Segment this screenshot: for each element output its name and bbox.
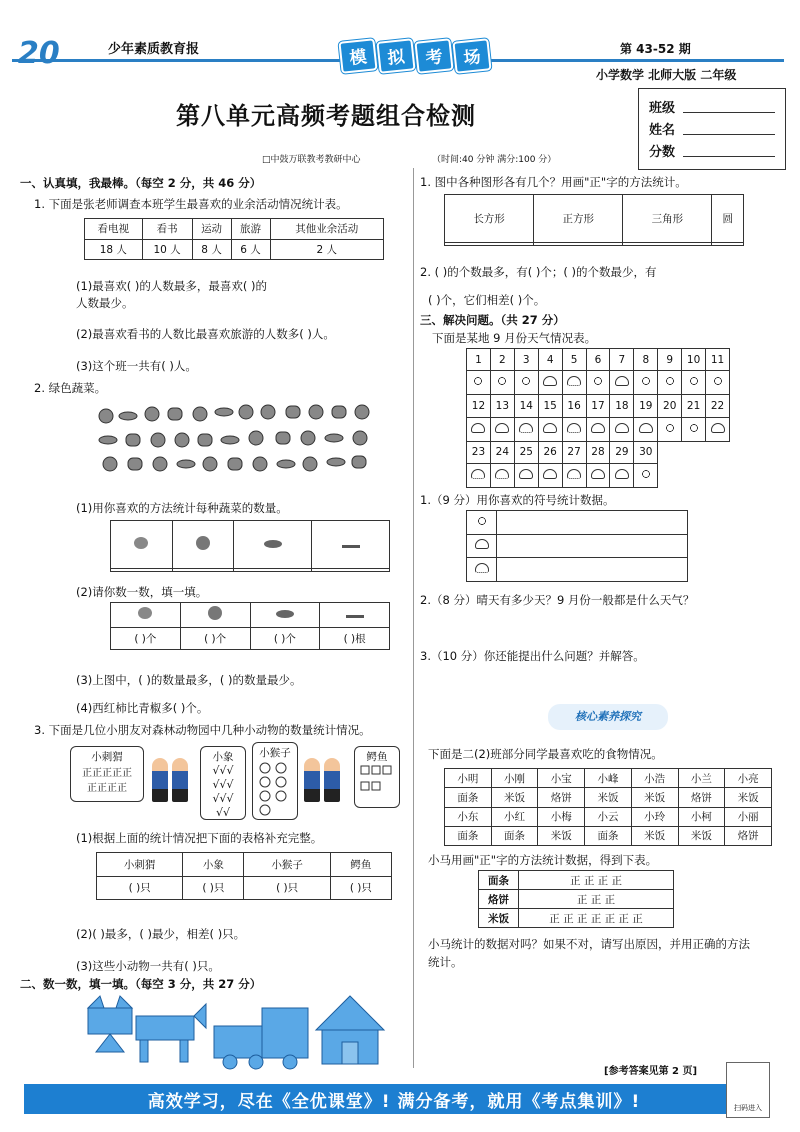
- shape-count-table: [444, 194, 744, 246]
- column-divider: [413, 168, 414, 1068]
- sec2-heading: 二、数一数，填一填。（每空 3 分，共 27 分）: [20, 977, 262, 991]
- sec3-q3: 3.（10 分）你还能提出什么问题？并解答。: [420, 649, 645, 663]
- cloudy-icon: [514, 463, 538, 487]
- rainy-icon: [562, 417, 586, 441]
- class-label: 班级: [649, 100, 676, 116]
- day-number: 2: [490, 349, 514, 371]
- table-header: 看书: [142, 219, 192, 240]
- cloudy-icon: [610, 417, 634, 441]
- rainy-icon: [467, 558, 497, 582]
- q3-part1: (1)根据上面的统计情况把下面的表格补充完整。: [76, 831, 323, 845]
- tag-title: 小刺猬: [91, 751, 123, 763]
- day-number: 11: [706, 349, 730, 371]
- banner-char: 考: [414, 38, 453, 74]
- food-cell: 米饭: [585, 788, 632, 807]
- food-cell: 小浩: [631, 769, 678, 788]
- day-number: 16: [562, 395, 586, 417]
- hedgehog-tag: [70, 746, 144, 802]
- food-cell: 米饭: [631, 826, 678, 845]
- day-number: 1: [467, 349, 491, 371]
- food-cell: 小玲: [631, 807, 678, 826]
- q2-part2: (2)请你数一数，填一填。: [76, 585, 208, 599]
- count-cell[interactable]: ( )个: [180, 627, 250, 649]
- food-tally-table: [478, 870, 674, 928]
- table-header: 正方形: [534, 195, 623, 243]
- day-number: 17: [586, 395, 610, 417]
- crocodile-tally-squares: [359, 764, 395, 800]
- crocodile-tag: [354, 746, 400, 808]
- food-cell: 米饭: [725, 788, 772, 807]
- food-cell: 小明: [445, 769, 492, 788]
- tally-cell[interactable]: [534, 243, 623, 246]
- sunny-icon: [586, 371, 610, 395]
- food-label: 烙饼: [479, 890, 519, 909]
- rainy-icon: [514, 417, 538, 441]
- core-question: 小马统计的数据对吗？如果不对，请写出原因，并用正确的方法: [428, 937, 750, 951]
- banner-char: 模: [338, 38, 377, 74]
- tally-cell[interactable]: [111, 569, 173, 572]
- day-number: 29: [610, 441, 634, 463]
- food-cell: 小梅: [538, 807, 585, 826]
- monkey-tag: [252, 742, 298, 820]
- sunny-icon: [658, 417, 682, 441]
- table-header: 旅游: [231, 219, 270, 240]
- animal-table: [96, 852, 392, 900]
- core-intro: 下面是二(2)班部分同学最喜欢吃的食物情况。: [428, 747, 663, 761]
- day-number: 18: [610, 395, 634, 417]
- q1-stem: 1. 下面是张老师调查本班学生最喜欢的业余活动情况统计表。: [34, 197, 348, 211]
- q2-part4: (4)西红柿比青椒多( )个。: [76, 701, 209, 715]
- table-cell: 6 人: [231, 239, 270, 260]
- banner-char: 场: [452, 38, 491, 74]
- food-cell: 面条: [445, 788, 492, 807]
- eggplant-icon: [250, 603, 320, 628]
- sunny-icon: [634, 463, 658, 487]
- tally-cell[interactable]: [497, 558, 688, 582]
- food-cell: 小云: [585, 807, 632, 826]
- day-number: 21: [682, 395, 706, 417]
- sec3-q1: 1.（9 分）用你喜欢的符号统计数据。: [420, 493, 615, 507]
- food-label: 米饭: [479, 909, 519, 928]
- q2-part1: (1)用你喜欢的方法统计每种蔬菜的数量。: [76, 501, 288, 515]
- sunny-icon: [682, 371, 706, 395]
- core-line: 小马用画"正"字的方法统计数据，得到下表。: [428, 853, 658, 867]
- count-cell[interactable]: ( )个: [111, 627, 181, 649]
- pepper-icon: [111, 521, 173, 569]
- food-cell: 烙饼: [538, 788, 585, 807]
- food-cell: 面条: [585, 826, 632, 845]
- tally-cell[interactable]: [712, 243, 744, 246]
- food-cell: 小东: [445, 807, 492, 826]
- cloudy-icon: [467, 417, 491, 441]
- score-field[interactable]: [683, 143, 775, 157]
- footer-banner: 高效学习，尽在《全优课堂》! 满分备考，就用《考点集训》!: [24, 1084, 764, 1114]
- table-header: 小刺猬: [97, 853, 183, 877]
- veg-tally-table: [110, 520, 390, 572]
- table-header: 圆: [712, 195, 744, 243]
- elephant-tally: √√√ √√√ √√√ √√: [212, 764, 234, 819]
- rainy-icon: [467, 463, 491, 487]
- cucumber-icon: [312, 521, 390, 569]
- source-note: □中鼓万联教考教研中心: [262, 155, 361, 165]
- issue: 第 43-52 期: [620, 42, 691, 56]
- tally-marks: 正 正 正 正: [519, 871, 674, 890]
- tomato-icon: [172, 521, 234, 569]
- day-number: [682, 441, 706, 463]
- tag-title: 小猴子: [259, 747, 291, 759]
- child-figure: [152, 758, 188, 805]
- table-header: 其他业余活动: [270, 219, 383, 240]
- tally-marks: 正 正 正: [519, 890, 674, 909]
- answer-cell[interactable]: ( )只: [330, 876, 391, 900]
- tally-cell[interactable]: [312, 569, 390, 572]
- food-cell: 小亮: [725, 769, 772, 788]
- food-cell: 小柯: [678, 807, 725, 826]
- day-number: 22: [706, 395, 730, 417]
- food-cell: 小兰: [678, 769, 725, 788]
- food-cell: 米饭: [631, 788, 678, 807]
- table-header: 三角形: [623, 195, 712, 243]
- day-number: 20: [658, 395, 682, 417]
- sec3-q2: 2.（8 分）晴天有多少天？9 月份一般都是什么天气？: [420, 593, 695, 607]
- day-number: 25: [514, 441, 538, 463]
- food-cell: 面条: [491, 826, 538, 845]
- count-cell[interactable]: ( )个: [250, 627, 320, 649]
- cloudy-icon: [610, 463, 634, 487]
- table-header: 看电视: [85, 219, 143, 240]
- weather-tally-table: [466, 510, 688, 582]
- day-number: 24: [490, 441, 514, 463]
- cloudy-icon: [538, 463, 562, 487]
- cloudy-icon: [586, 463, 610, 487]
- day-number: 23: [467, 441, 491, 463]
- food-cell: 烙饼: [725, 826, 772, 845]
- q1-part1: (1)最喜欢( )的人数最多，最喜欢( )的: [76, 279, 268, 293]
- day-number: 13: [490, 395, 514, 417]
- tally-cell[interactable]: [497, 534, 688, 558]
- q1-part2: (2)最喜欢看书的人数比最喜欢旅游的人数多( )人。: [76, 327, 335, 341]
- day-number: 7: [610, 349, 634, 371]
- tally-cell[interactable]: [172, 569, 234, 572]
- sunny-icon: [490, 371, 514, 395]
- tally-cell[interactable]: [234, 569, 312, 572]
- day-number: 3: [514, 349, 538, 371]
- food-cell: 米饭: [491, 788, 538, 807]
- cloudy-icon: [467, 534, 497, 558]
- count-cell[interactable]: ( )根: [320, 627, 390, 649]
- child-figure: [304, 758, 340, 805]
- empty-cell: [706, 463, 730, 487]
- q1-part1b: 人数最少。: [76, 296, 134, 310]
- day-number: 26: [538, 441, 562, 463]
- food-table: [444, 768, 772, 846]
- rainy-icon: [562, 463, 586, 487]
- day-number: 9: [658, 349, 682, 371]
- answer-reference: [参考答案见第 2 页]: [604, 1066, 698, 1077]
- food-label: 面条: [479, 871, 519, 890]
- food-cell: 小红: [491, 807, 538, 826]
- table-header: 鳄鱼: [330, 853, 391, 877]
- vegetables-picture: [96, 400, 382, 480]
- sec2-q2b: ( )个，它们相差( )个。: [428, 293, 546, 307]
- day-number: 30: [634, 441, 658, 463]
- cloudy-icon: [586, 417, 610, 441]
- weather-intro: 下面是某地 9 月份天气情况表。: [432, 331, 597, 345]
- day-number: 8: [634, 349, 658, 371]
- sunny-icon: [467, 371, 491, 395]
- answer-cell[interactable]: ( )只: [97, 876, 183, 900]
- table-cell: 8 人: [192, 239, 231, 260]
- monkey-tally-circles: [257, 760, 293, 816]
- cloudy-icon: [490, 417, 514, 441]
- sunny-icon: [514, 371, 538, 395]
- table-header: 运动: [192, 219, 231, 240]
- time-note: （时间:40 分钟 满分:100 分）: [432, 155, 557, 165]
- grade-label: 小学数学 北师大版 二年级: [596, 68, 737, 82]
- q3-part2: (2)( )最多，( )最少，相差( )只。: [76, 927, 246, 941]
- table-cell: 2 人: [270, 239, 383, 260]
- cloudy-icon: [706, 417, 730, 441]
- day-number: 6: [586, 349, 610, 371]
- sunny-icon: [658, 371, 682, 395]
- table-cell: 18 人: [85, 239, 143, 260]
- sunny-icon: [634, 371, 658, 395]
- q3-stem: 3. 下面是几位小朋友对森林动物园中几种小动物的数量统计情况。: [34, 723, 371, 737]
- day-number: 28: [586, 441, 610, 463]
- shapes-picture: [80, 994, 400, 1070]
- food-cell: 米饭: [678, 826, 725, 845]
- eggplant-icon: [234, 521, 312, 569]
- day-number: 19: [634, 395, 658, 417]
- weather-calendar: [466, 348, 730, 488]
- q1-part3: (3)这个班一共有( )人。: [76, 359, 197, 373]
- score-label: 分数: [649, 144, 676, 160]
- tag-title: 小象: [212, 751, 234, 763]
- page-number: 20: [18, 36, 60, 71]
- sec1-heading: 一、认真填，我最棒。（每空 2 分，共 46 分）: [20, 176, 262, 190]
- food-cell: 烙饼: [678, 788, 725, 807]
- day-number: 12: [467, 395, 491, 417]
- veg-count-table: [110, 602, 390, 650]
- table-header: 小猴子: [244, 853, 330, 877]
- core-question-2: 统计。: [428, 955, 463, 969]
- cloudy-icon: [610, 371, 634, 395]
- exam-banner: [340, 40, 490, 72]
- sec3-heading: 三、解决问题。（共 27 分）: [420, 313, 565, 327]
- day-number: 10: [682, 349, 706, 371]
- rainy-icon: [562, 371, 586, 395]
- sunny-icon: [682, 417, 706, 441]
- table-header: 小象: [183, 853, 244, 877]
- day-number: [706, 441, 730, 463]
- cloudy-icon: [538, 417, 562, 441]
- day-number: 15: [538, 395, 562, 417]
- sec2-q1: 1. 图中各种图形各有几个？用画"正"字的方法统计。: [420, 175, 687, 189]
- tag-title: 鳄鱼: [366, 751, 388, 763]
- food-cell: 小丽: [725, 807, 772, 826]
- rainy-icon: [490, 463, 514, 487]
- food-cell: 米饭: [538, 826, 585, 845]
- tally-cell[interactable]: [623, 243, 712, 246]
- q3-part3: (3)这些小动物一共有( )只。: [76, 959, 220, 973]
- sunny-icon: [467, 511, 497, 535]
- pepper-icon: [111, 603, 181, 628]
- day-number: 14: [514, 395, 538, 417]
- table-header: 长方形: [445, 195, 534, 243]
- food-cell: 面条: [445, 826, 492, 845]
- tomato-icon: [180, 603, 250, 628]
- answer-cell[interactable]: ( )只: [183, 876, 244, 900]
- cucumber-icon: [320, 603, 390, 628]
- q2-stem: 2. 绿色蔬菜。: [34, 381, 107, 395]
- empty-cell: [658, 463, 682, 487]
- food-cell: 小宝: [538, 769, 585, 788]
- banner-char: 拟: [376, 38, 415, 74]
- activity-table: [84, 218, 384, 260]
- qr-code[interactable]: 扫码进入: [726, 1062, 770, 1118]
- day-number: 27: [562, 441, 586, 463]
- paper-name: 少年素质教育报: [108, 42, 200, 57]
- day-number: [658, 441, 682, 463]
- core-literacy-badge: 核心素养探究: [548, 704, 668, 730]
- page-title: 第八单元高频考题组合检测: [176, 102, 476, 130]
- cloudy-icon: [634, 417, 658, 441]
- student-info-box: [638, 88, 786, 170]
- cloudy-icon: [538, 371, 562, 395]
- sec2-q2a: 2. ( )的个数最多，有( )个；( )的个数最少，有: [420, 265, 657, 279]
- food-cell: 小峰: [585, 769, 632, 788]
- food-cell: 小刚: [491, 769, 538, 788]
- tally-cell[interactable]: [445, 243, 534, 246]
- name-field[interactable]: [683, 121, 775, 135]
- table-cell: 10 人: [142, 239, 192, 260]
- empty-cell: [682, 463, 706, 487]
- elephant-tag: [200, 746, 246, 820]
- sunny-icon: [706, 371, 730, 395]
- day-number: 4: [538, 349, 562, 371]
- hedgehog-tally: 正正正正正 正正正正: [82, 768, 132, 794]
- day-number: 5: [562, 349, 586, 371]
- q2-part3: (3)上图中，( )的数量最多，( )的数量最少。: [76, 673, 302, 687]
- tally-marks: 正 正 正 正 正 正 正: [519, 909, 674, 928]
- tally-cell[interactable]: [497, 511, 688, 535]
- name-label: 姓名: [649, 122, 676, 138]
- class-field[interactable]: [683, 99, 775, 113]
- answer-cell[interactable]: ( )只: [244, 876, 330, 900]
